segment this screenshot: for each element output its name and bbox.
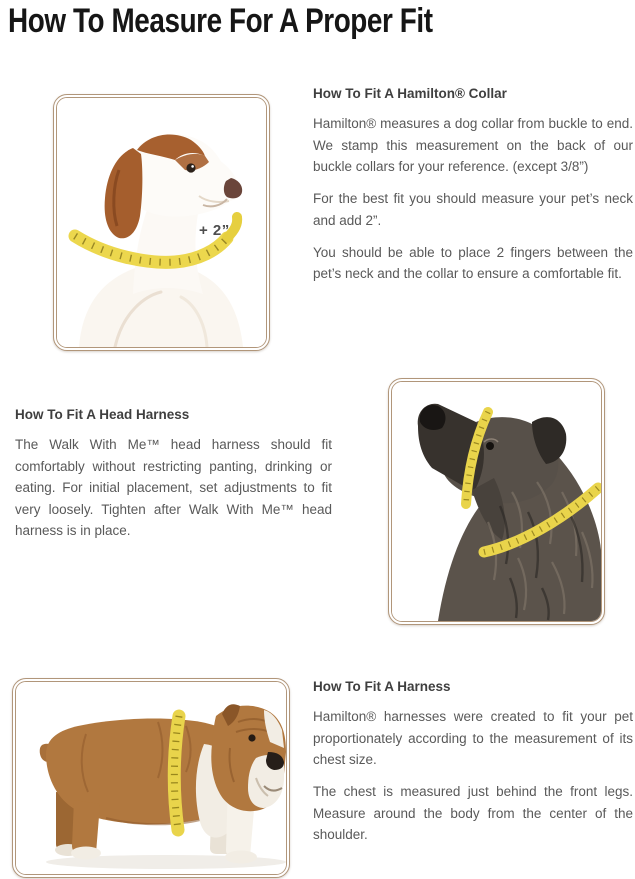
- page-title: How To Measure For A Proper Fit: [8, 2, 433, 40]
- section-harness-text: [313, 677, 633, 856]
- head-harness-paragraph-1: The Walk With Me™ head harness should fit comfortably without restricting panting, drinking or eating. For initial placement, set adjustments to fit very loosely. Tighten after Walk With Me™ head harness is in place.: [15, 437, 332, 538]
- collar-paragraph-1: Hamilton® measures a dog collar from buckle to end. We stamp this measurement on the back of our buckle collars for your reference. (except 3/8”): [313, 116, 633, 174]
- head-harness-heading: How To Fit A Head Harness: [15, 407, 190, 422]
- brittany-dog-illustration: [57, 98, 266, 347]
- collar-paragraph-3: You should be able to place 2 fingers between the pet’s neck and the collar to ensure a comfortable fit.: [313, 244, 633, 281]
- add-two-inches-label: + 2”: [199, 222, 230, 239]
- collar-paragraph-2: For the best fit you should measure your pet’s neck and add 2”.: [313, 191, 633, 228]
- brindle-dog-illustration: [392, 382, 601, 621]
- harness-paragraph-1: Hamilton® harnesses were created to fit your pet proportionately according to the measurement of its chest size.: [313, 709, 633, 767]
- section-head-harness-text: [15, 405, 332, 552]
- harness-heading: How To Fit A Harness: [313, 679, 451, 694]
- harness-paragraph-2: The chest is measured just behind the front legs. Measure around the body from the center of the shoulder.: [313, 784, 633, 842]
- section-collar-text: [313, 84, 633, 295]
- collar-measurement-photo: [53, 94, 270, 351]
- head-harness-measurement-photo: [388, 378, 605, 625]
- collar-heading: How To Fit A Hamilton® Collar: [313, 86, 507, 101]
- harness-measurement-photo: [12, 678, 290, 878]
- bulldog-illustration: [16, 682, 286, 874]
- measuring-tape-graphic: [174, 716, 179, 830]
